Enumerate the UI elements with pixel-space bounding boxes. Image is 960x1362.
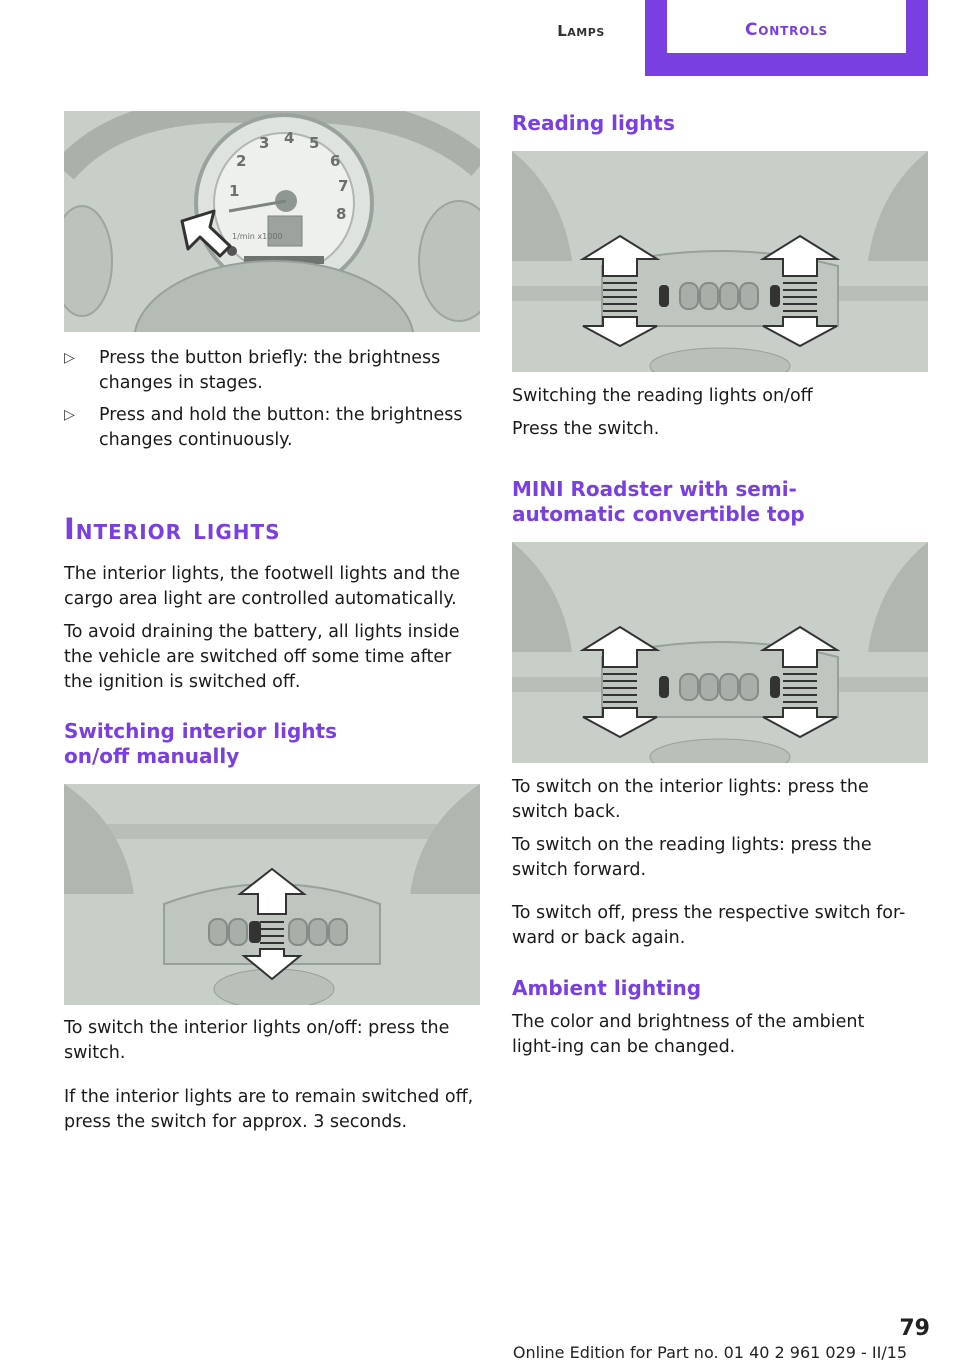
triangle-bullet-icon: ▷: [64, 407, 75, 423]
bullet-item: [64, 346, 480, 396]
paragraph: The interior lights, the footwell lights and the cargo area light are controlled automatically.: [64, 564, 460, 609]
gauge-number: 5: [309, 134, 320, 152]
paragraph: The color and brightness of the ambient light-ing can be changed.: [512, 1012, 865, 1057]
bullet-item: [64, 403, 480, 453]
gauge-number: 6: [330, 152, 341, 170]
subsection-heading: Ambient lighting: [512, 976, 702, 1000]
bullet-text: Press and hold the button: the brightness changes continuously.: [99, 405, 463, 450]
gauge-number: 3: [259, 134, 270, 152]
paragraph: Press the switch.: [512, 419, 660, 439]
subsection-heading: Switching interior lights on/off manually: [64, 719, 337, 768]
section-heading: Interior lights: [64, 512, 281, 546]
subsection-heading: MINI Roadster with semi-automatic convertible top: [512, 477, 805, 526]
page-number: 79: [899, 1316, 930, 1341]
paragraph: Switching the reading lights on/off: [512, 386, 813, 406]
gauge-number: 2: [236, 152, 247, 170]
gauge-number: 4: [284, 129, 295, 147]
instrument-cluster-illustration: [64, 111, 480, 332]
subsection-heading: Reading lights: [512, 111, 675, 135]
edition-footer: Online Edition for Part no. 01 40 2 961 029 - II/15: [512, 1343, 908, 1362]
rpm-label: 1/min x1000: [232, 232, 283, 241]
bullet-text: Press the button briefly: the brightness changes in stages.: [99, 348, 441, 393]
chapter-tab-label: Controls: [744, 20, 829, 40]
running-header-section: Lamps: [557, 22, 605, 40]
roadster-lights-illustration: [512, 542, 928, 763]
reading-lights-illustration: [512, 151, 928, 372]
gauge-number: 1: [229, 182, 240, 200]
paragraph: If the interior lights are to remain switched off, press the switch for approx. 3 seconds.: [64, 1087, 474, 1132]
paragraph: To switch off, press the respective switch for-ward or back again.: [512, 903, 906, 948]
gauge-number: 7: [338, 177, 349, 195]
chapter-tab: [645, 0, 928, 76]
paragraph: To avoid draining the battery, all lights inside the vehicle are switched off some time after the ignition is switched off.: [64, 622, 460, 692]
paragraph: To switch on the reading lights: press the switch forward.: [512, 835, 872, 880]
paragraph: To switch on the interior lights: press the switch back.: [512, 777, 869, 822]
triangle-bullet-icon: ▷: [64, 350, 75, 366]
paragraph: To switch the interior lights on/off: press the switch.: [64, 1018, 450, 1063]
gauge-number: 8: [336, 205, 347, 223]
interior-light-switch-illustration: [64, 784, 480, 1005]
